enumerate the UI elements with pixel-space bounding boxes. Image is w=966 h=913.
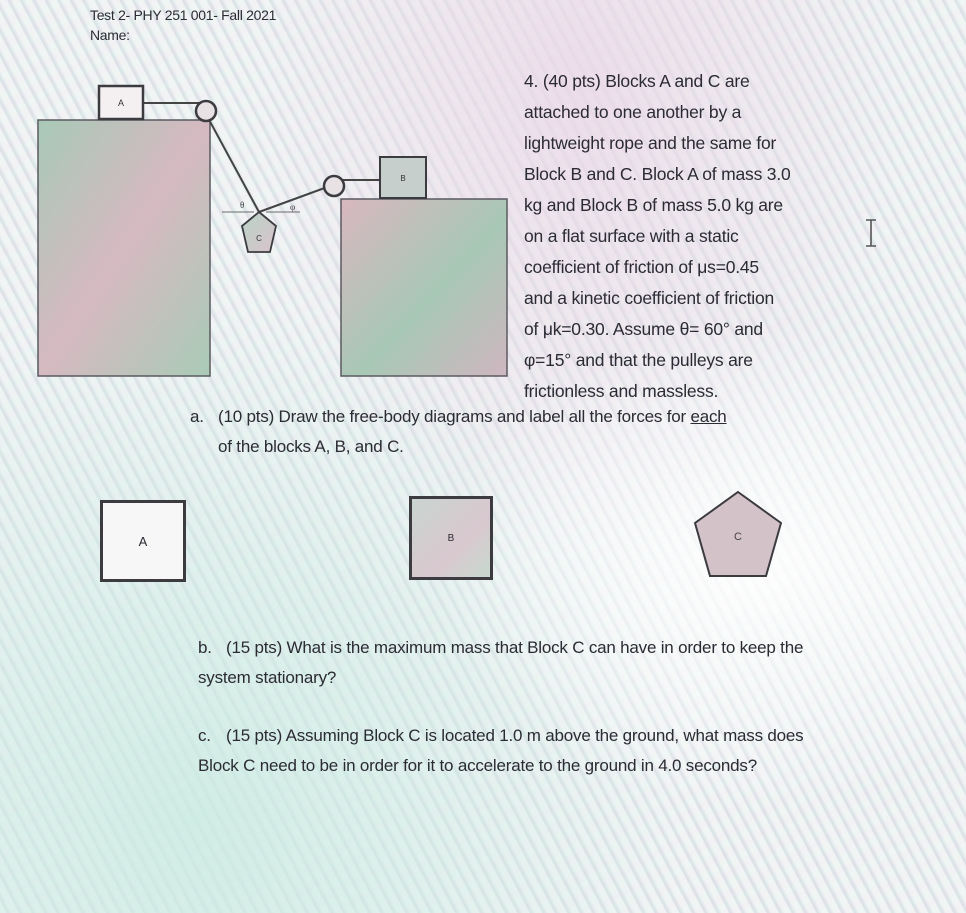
part-b-label: b. (198, 638, 212, 657)
question-line: φ=15° and that the pulleys are (524, 350, 753, 370)
fbd-block-b (409, 496, 493, 580)
part-a-text-continued: of the blocks A, B, and C. (218, 437, 404, 456)
part-b-question (198, 633, 858, 693)
question-line: and a kinetic coefficient of friction (524, 288, 775, 308)
right-table-surface (341, 199, 507, 376)
fbd-block-b-label: B (447, 532, 455, 544)
part-a-label: a. (190, 407, 204, 426)
fbd-block-a (100, 500, 186, 582)
part-c-question (198, 721, 838, 781)
question-line: frictionless and massless. (524, 381, 719, 401)
question-line: coefficient of friction of μs=0.45 (524, 257, 759, 277)
part-c-text: (15 pts) Assuming Block C is located 1.0 m above the ground, what mass does Block C need to be in order for it to accelerate to the ground in 4.0 seconds? (198, 726, 804, 775)
block-a-label: A (117, 98, 125, 108)
question-line: of μk=0.30. Assume θ= 60° and (524, 319, 763, 339)
pulley-right (324, 176, 344, 196)
block-c-label: C (256, 234, 262, 243)
fbd-block-c-label: C (734, 531, 742, 543)
rope-pulley-to-c (207, 116, 259, 212)
question-line: Block B and C. Block A of mass 3.0 (524, 164, 791, 184)
question-line: 4. (40 pts) Blocks A and C are (524, 71, 750, 91)
part-a-text: (10 pts) Draw the free-body diagrams and label all the forces for (218, 407, 691, 426)
pulley-left (196, 101, 216, 121)
block-b-label: B (400, 174, 406, 183)
theta-label: θ (240, 200, 245, 210)
question-line: attached to one another by a (524, 102, 742, 122)
name-field-label: Name: (90, 27, 130, 43)
part-c-label: c. (198, 726, 211, 745)
text-cursor-icon (864, 218, 878, 248)
question-line: lightweight rope and the same for (524, 133, 777, 153)
fbd-block-a-label: A (138, 533, 148, 549)
test-title: Test 2- PHY 251 001- Fall 2021 (90, 7, 277, 23)
question-line: on a flat surface with a static (524, 226, 739, 246)
part-a-underlined-word: each (690, 407, 727, 426)
phi-label: φ (290, 202, 296, 212)
block-c (242, 212, 276, 252)
part-b-text: (15 pts) What is the maximum mass that Block C can have in order to keep the system stationary? (198, 638, 804, 687)
part-a-question (190, 402, 860, 462)
question-line: kg and Block B of mass 5.0 kg are (524, 195, 783, 215)
left-table-surface (38, 120, 210, 376)
question-4-statement (524, 66, 854, 407)
